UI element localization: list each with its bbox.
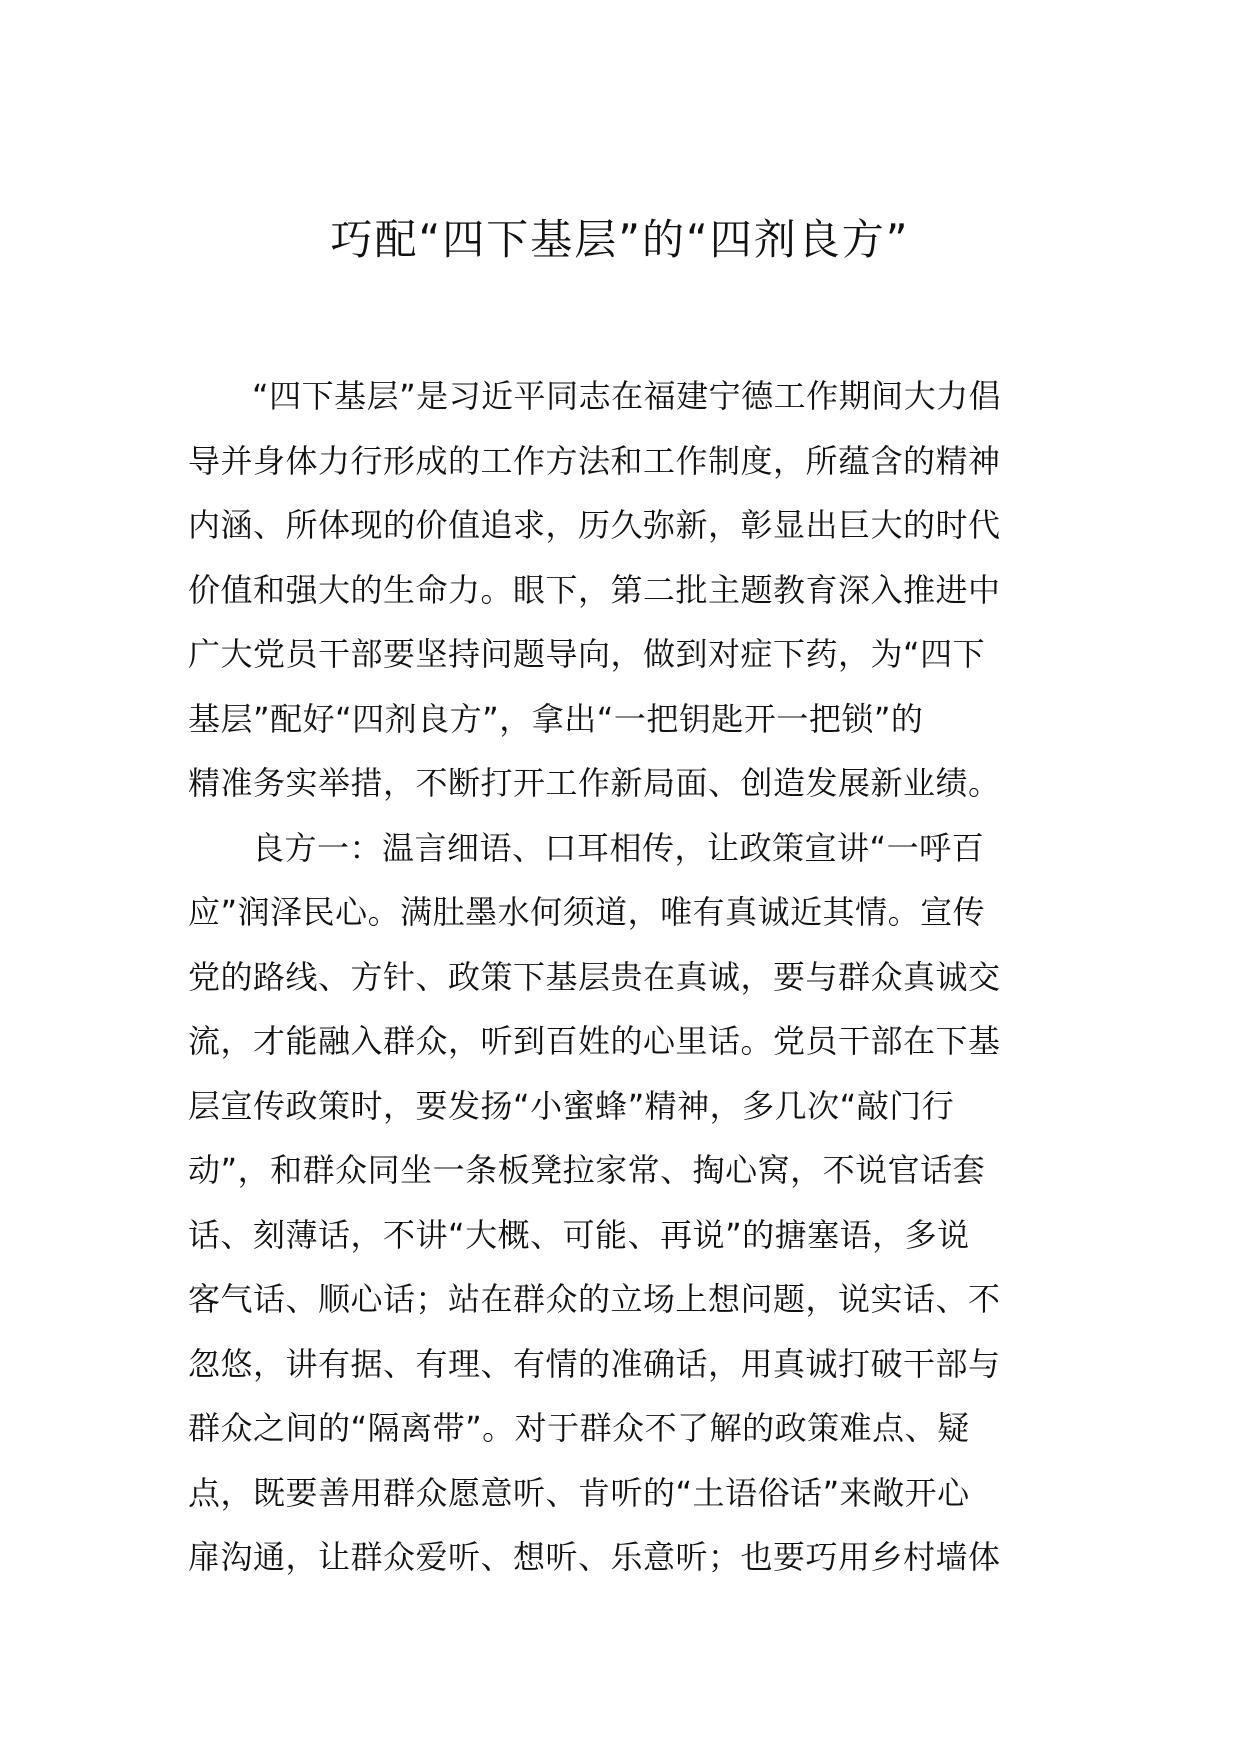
paragraph-2-line-5: 层宣传政策时，要发扬“小蜜蜂”精神，多几次“敲门行 [188, 1086, 955, 1125]
paragraph-1-line-7: 精准务实举措，不断打开工作新局面、创造发展新业绩。 [188, 764, 1001, 802]
paragraph-2-line-10: 群众之间的“隔离带”。对于群众不了解的政策难点、疑 [188, 1409, 970, 1447]
paragraph-1-line-2: 导并身体力行形成的工作方法和工作制度，所蕴含的精神 [188, 441, 1001, 480]
paragraph-2-line-9: 忽悠，讲有据、有理、有情的准确话，用真诚打破干部与 [188, 1344, 1001, 1383]
paragraph-2-line-8: 客气话、顺心话；站在群众的立场上想问题，说实话、不 [188, 1280, 1001, 1318]
document-body [188, 364, 1058, 1590]
paragraph-2-line-2: 应”润泽民心。满肚墨水何须道，唯有真诚近其情。宣传 [188, 893, 986, 931]
paragraph-1-line-5: 广大党员干部要坚持问题导向，做到对症下药，为“四下 [188, 635, 986, 673]
paragraph-2-line-7: 话、刻薄话，不讲“大概、可能、再说”的搪塞语，多说 [188, 1215, 970, 1254]
paragraph-1-line-1: “四下基层”是习近平同志在福建宁德工作期间大力倡 [252, 377, 1002, 415]
paragraph-2-line-4: 流，才能融入群众，听到百姓的心里话。党员干部在下基 [188, 1022, 1001, 1060]
paragraph-1-line-3: 内涵、所体现的价值追求，历久弥新，彰显出巨大的时代 [188, 506, 1001, 544]
paragraph-1-line-4: 价值和强大的生命力。眼下，第二批主题教育深入推进中 [188, 570, 1001, 609]
document-title: 巧配“四下基层”的“四剂良方” [330, 215, 910, 264]
paragraph-2-line-12: 扉沟通，让群众爱听、想听、乐意听；也要巧用乡村墙体 [188, 1538, 1001, 1576]
paragraph-1-line-6: 基层”配好“四剂良方”，拿出“一把钥匙开一把锁”的 [188, 699, 924, 738]
paragraph-2-line-6: 动”，和群众同坐一条板凳拉家常、掏心窝，不说官话套 [188, 1151, 986, 1189]
paragraph-2-line-11: 点，既要善用群众愿意听、肯听的“土语俗话”来敞开心 [188, 1473, 970, 1512]
paragraph-2-line-3: 党的路线、方针、政策下基层贵在真诚，要与群众真诚交 [188, 957, 1001, 996]
paragraph-2-line-1: 良方一：温言细语、口耳相传，让政策宣讲“一呼百 [252, 828, 985, 867]
